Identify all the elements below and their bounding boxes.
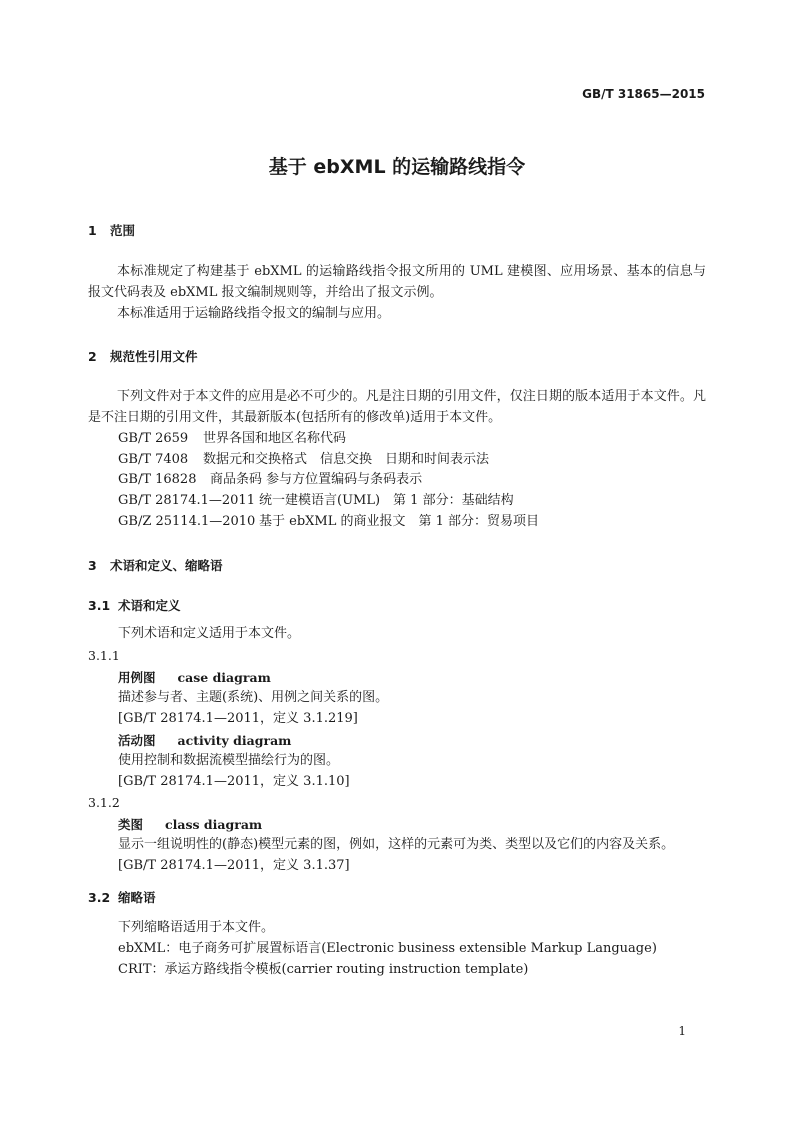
section-1-paragraph-1: 本标准规定了构建基于 ebXML 的运输路线指令报文所用的 UML 建模图、应用场景、基本的信息与报文代码表及 ebXML 报文编制规则等，并给出了报文示例。 <box>88 264 706 300</box>
reference-title: 数据元和交换格式 信息交换 日期和时间表示法 <box>203 452 490 467</box>
section-number: 3 <box>88 558 97 573</box>
subsection-number: 3.2 <box>88 890 111 905</box>
term-definition: 描述参与者、主题(系统)、用例之间关系的图。 <box>118 690 389 705</box>
reference-code: GB/T 28174.1—2011 <box>118 493 255 508</box>
section-1-paragraph-2: 本标准适用于运输路线指令报文的编制与应用。 <box>117 306 391 321</box>
subsection-number: 3.1 <box>88 598 111 613</box>
term-number: 3.1.1 <box>88 648 120 663</box>
standard-code: GB/T 31865—2015 <box>582 87 705 101</box>
section-2-heading <box>88 347 198 365</box>
term-english: class diagram <box>165 817 263 832</box>
abbreviation-entry: CRIT：承运方路线指令模板(carrier routing instruction template) <box>118 962 529 977</box>
term-heading <box>118 731 291 749</box>
reference-code: GB/T 2659 <box>118 431 189 446</box>
reference-title: 商品条码 参与方位置编码与条码表示 <box>210 472 423 487</box>
section-number: 1 <box>88 223 97 238</box>
term-number: 3.1.2 <box>88 795 120 810</box>
normative-reference <box>118 491 514 511</box>
reference-code: GB/Z 25114.1—2010 <box>118 514 256 529</box>
section-title: 规范性引用文件 <box>110 349 198 364</box>
term-definition: 使用控制和数据流模型描绘行为的图。 <box>118 753 340 768</box>
section-number: 2 <box>88 349 97 364</box>
page-number: 1 <box>678 1024 686 1038</box>
normative-reference <box>118 470 422 490</box>
subsection-title: 术语和定义 <box>118 598 181 613</box>
subsection-3-1-intro: 下列术语和定义适用于本文件。 <box>118 626 301 641</box>
term-source: [GB/T 28174.1—2011，定义 3.1.10] <box>118 774 350 789</box>
term-english: activity diagram <box>177 733 292 748</box>
term-source: [GB/T 28174.1—2011，定义 3.1.219] <box>118 711 358 726</box>
reference-title: 基于 ebXML 的商业报文 第 1 部分：贸易项目 <box>259 514 540 529</box>
term-definition: 显示一组说明性的(静态)模型元素的图，例如，这样的元素可为类、类型以及它们的内容及关系。 <box>118 837 675 852</box>
subsection-3-1-heading <box>88 596 181 614</box>
term-chinese: 类图 <box>118 817 144 832</box>
section-3-heading <box>88 556 223 574</box>
normative-reference <box>118 429 346 449</box>
term-english: case diagram <box>177 670 271 685</box>
term-source: [GB/T 28174.1—2011，定义 3.1.37] <box>118 858 350 873</box>
normative-reference <box>118 450 489 470</box>
reference-code: GB/T 16828 <box>118 472 197 487</box>
reference-title: 统一建模语言(UML) 第 1 部分：基础结构 <box>259 493 514 508</box>
section-2-paragraph-1: 下列文件对于本文件的应用是必不可少的。凡是注日期的引用文件，仅注日期的版本适用于本文件。凡是不注日期的引用文件，其最新版本(包括所有的修改单)适用于本文件。 <box>88 389 706 425</box>
section-1-heading <box>88 221 135 239</box>
term-heading <box>118 815 262 833</box>
normative-reference <box>118 512 539 532</box>
reference-code: GB/T 7408 <box>118 452 189 467</box>
document-title: 基于 ebXML 的运输路线指令 <box>268 156 526 178</box>
subsection-3-2-intro: 下列缩略语适用于本文件。 <box>118 920 275 935</box>
abbreviation-entry: ebXML：电子商务可扩展置标语言(Electronic business extensible Markup Language) <box>118 941 657 956</box>
term-chinese: 活动图 <box>118 733 156 748</box>
reference-title: 世界各国和地区名称代码 <box>203 431 347 446</box>
term-heading <box>118 668 271 686</box>
subsection-title: 缩略语 <box>118 890 156 905</box>
subsection-3-2-heading <box>88 888 156 906</box>
section-title: 范围 <box>110 223 136 238</box>
term-chinese: 用例图 <box>118 670 156 685</box>
section-title: 术语和定义、缩略语 <box>110 558 223 573</box>
